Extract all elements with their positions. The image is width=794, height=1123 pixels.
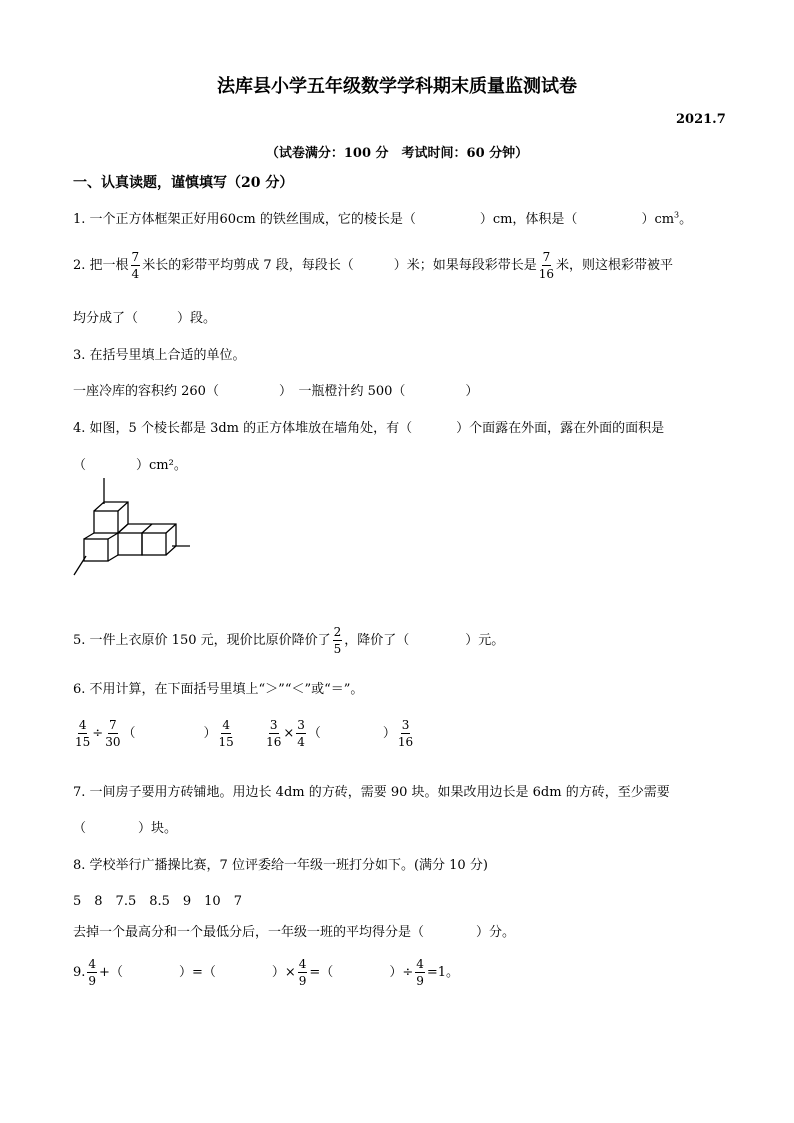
fraction: $\frac{4}{15}$ bbox=[75, 718, 91, 749]
fraction: $\frac{4}{15}$ bbox=[218, 718, 234, 749]
question-3: 3. 在括号里填上合适的单位。 bbox=[73, 348, 246, 363]
question-9: 9. $\frac{4}{9}$ +（ ）=（ ）× $\frac{4}{9}$ =（ ）÷ $\frac{4}{9}$ =1。 bbox=[73, 957, 460, 988]
exam-subtitle: （试卷满分：100 分 考试时间：60 分钟） bbox=[265, 146, 529, 161]
question-3-items: 一座冷库的容积约 260（ ） 一瓶橙汁约 500（ ） bbox=[73, 384, 479, 399]
question-4: 4. 如图，5 个棱长都是 3dm 的正方体堆放在墙角处，有（ ）个面露在外面，露在外面的面积是 bbox=[73, 421, 665, 436]
question-8-scores: 5 8 7.5 8.5 9 10 7 bbox=[73, 894, 242, 909]
fraction: $\frac{2}{5}$ bbox=[333, 625, 342, 656]
question-4-line2: （ ）cm²。 bbox=[73, 458, 187, 473]
fraction: $\frac{7}{30}$ bbox=[105, 718, 121, 749]
fraction: $\frac{7}{16}$ bbox=[538, 250, 555, 281]
question-7: 7. 一间房子要用方砖铺地。用边长 4dm 的方砖，需要 90 块。如果改用边长是 6dm 的方砖，至少需要 bbox=[73, 785, 670, 800]
question-6: 6. 不用计算，在下面括号里填上“＞”“＜”或“＝”。 bbox=[73, 682, 364, 697]
fraction: $\frac{3}{16}$ bbox=[266, 718, 282, 749]
question-8: 8. 学校举行广播操比赛，7 位评委给一年级一班打分如下。(满分 10 分) bbox=[73, 858, 488, 873]
fraction: $\frac{3}{4}$ bbox=[297, 718, 305, 749]
question-6-expressions: $\frac{4}{15}$ ÷ $\frac{7}{30}$ （ ） $\frac{4}{15}$ $\frac{3}{16}$ × $\frac{3}{4}$ （ ） $\frac{3}{16}$ bbox=[75, 718, 414, 749]
question-5: 5. 一件上衣原价 150 元，现价比原价降价了 $\frac{2}{5}$ ，降价了（ ）元。 bbox=[73, 625, 505, 656]
question-8-line3: 去掉一个最高分和一个最低分后，一年级一班的平均得分是（ ）分。 bbox=[73, 925, 516, 940]
question-1: 1. 一个正方体框架正好用60cm 的铁丝围成，它的棱长是（ ）cm，体积是（ ）$cm^3$。 bbox=[73, 210, 693, 227]
question-2-line2: 均分成了（ ）段。 bbox=[73, 311, 217, 326]
fraction: $\frac{4}{9}$ bbox=[298, 957, 307, 988]
section-heading: 一、认真读题，谨慎填写（20 分） bbox=[73, 175, 294, 191]
question-7-line2: （ ）块。 bbox=[73, 821, 178, 836]
question-2: 2. 把一根 $\frac{7}{4}$ 米长的彩带平均剪成 7 段，每段长（ ）米；如果每段彩带长是 $\frac{7}{16}$ 米，则这根彩带被平 bbox=[73, 250, 674, 281]
fraction: $\frac{4}{9}$ bbox=[88, 957, 97, 988]
exam-date: 2021.7 bbox=[676, 112, 726, 127]
stacked-cubes-figure bbox=[70, 478, 200, 578]
fraction: $\frac{3}{16}$ bbox=[397, 718, 414, 749]
page-title: 法库县小学五年级数学学科期末质量监测试卷 bbox=[217, 76, 577, 97]
fraction: $\frac{7}{4}$ bbox=[131, 250, 140, 281]
fraction: $\frac{4}{9}$ bbox=[416, 957, 424, 988]
